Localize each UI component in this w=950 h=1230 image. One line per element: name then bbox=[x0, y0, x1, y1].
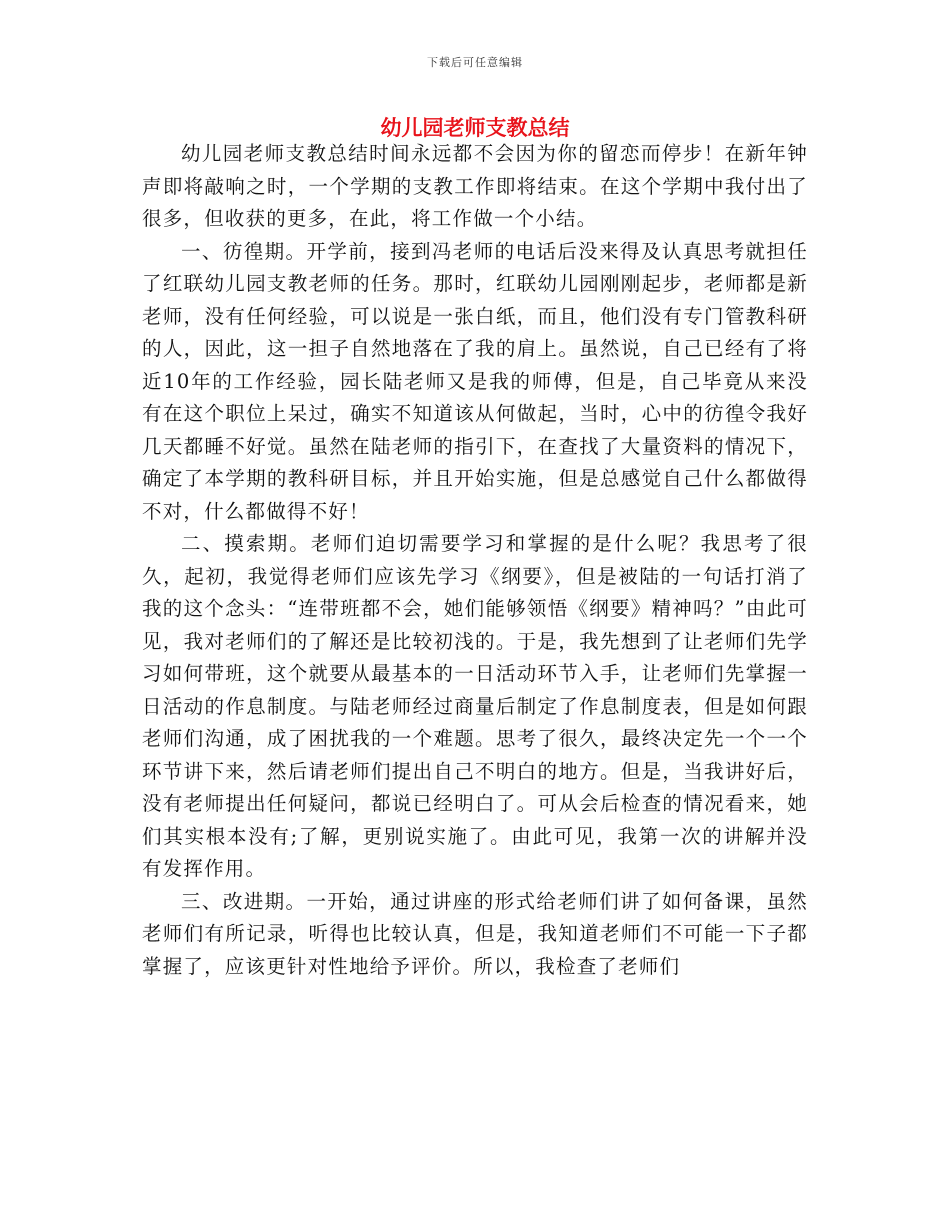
paragraph-section-2: 二、摸索期。老师们迫切需要学习和掌握的是什么呢？我思考了很久，起初，我觉得老师们应该先学习《纲要》，但是被陆的一句话打消了我的这个念头：“连带班都不会，她们能够领悟《纲要》精神吗？”由此可见，我对老师们的了解还是比较初浅的。于是，我先想到了让老师们先学习如何带班，这个就要从最基本的一日活动环节入手，让老师们先掌握一日活动的作息制度。与陆老师经过商量后制定了作息制度表，但是如何跟老师们沟通，成了困扰我的一个难题。思考了很久，最终决定先一个一个环节讲下来，然后请老师们提出自己不明白的地方。但是，当我讲好后，没有老师提出任何疑问，都说已经明白了。可从会后检查的情况看来，她们其实根本没有;了解，更别说实施了。由此可见，我第一次的讲解并没有发挥作用。 bbox=[142, 532, 808, 880]
paragraph-section-1: 一、彷徨期。开学前，接到冯老师的电话后没来得及认真思考就担任了红联幼儿园支教老师的任务。那时，红联幼儿园刚刚起步，老师都是新老师，没有任何经验，可以说是一张白纸，而且，他们没有专门管教科研的人，因此，这一担子自然地落在了我的肩上。虽然说，自己已经有了将近10年的工作经验，园长陆老师又是我的师傅，但是，自己毕竟从来没有在这个职位上呆过，确实不知道该从何做起，当时，心中的彷徨令我好几天都睡不好觉。虽然在陆老师的指引下，在查找了大量资料的情况下，确定了本学期的教科研目标，并且开始实施，但是总感觉自己什么都做得不对，什么都做得不好！ bbox=[142, 239, 808, 523]
document-title: 幼儿园老师支教总结 bbox=[380, 116, 570, 140]
paragraph-section-3: 三、改进期。一开始，通过讲座的形式给老师们讲了如何备课，虽然老师们有所记录，听得也比较认真，但是，我知道老师们不可能一下子都掌握了，应该更针对性地给予评价。所以，我检查了老师们 bbox=[142, 889, 808, 978]
header-note: 下载后可任意编辑 bbox=[427, 56, 523, 69]
paragraph-intro: 幼儿园老师支教总结时间永远都不会因为你的留恋而停步！在新年钟声即将敲响之时，一个学期的支教工作即将结束。在这个学期中我付出了很多，但收获的更多，在此，将工作做一个小结。 bbox=[142, 142, 808, 230]
document-body bbox=[142, 138, 808, 983]
